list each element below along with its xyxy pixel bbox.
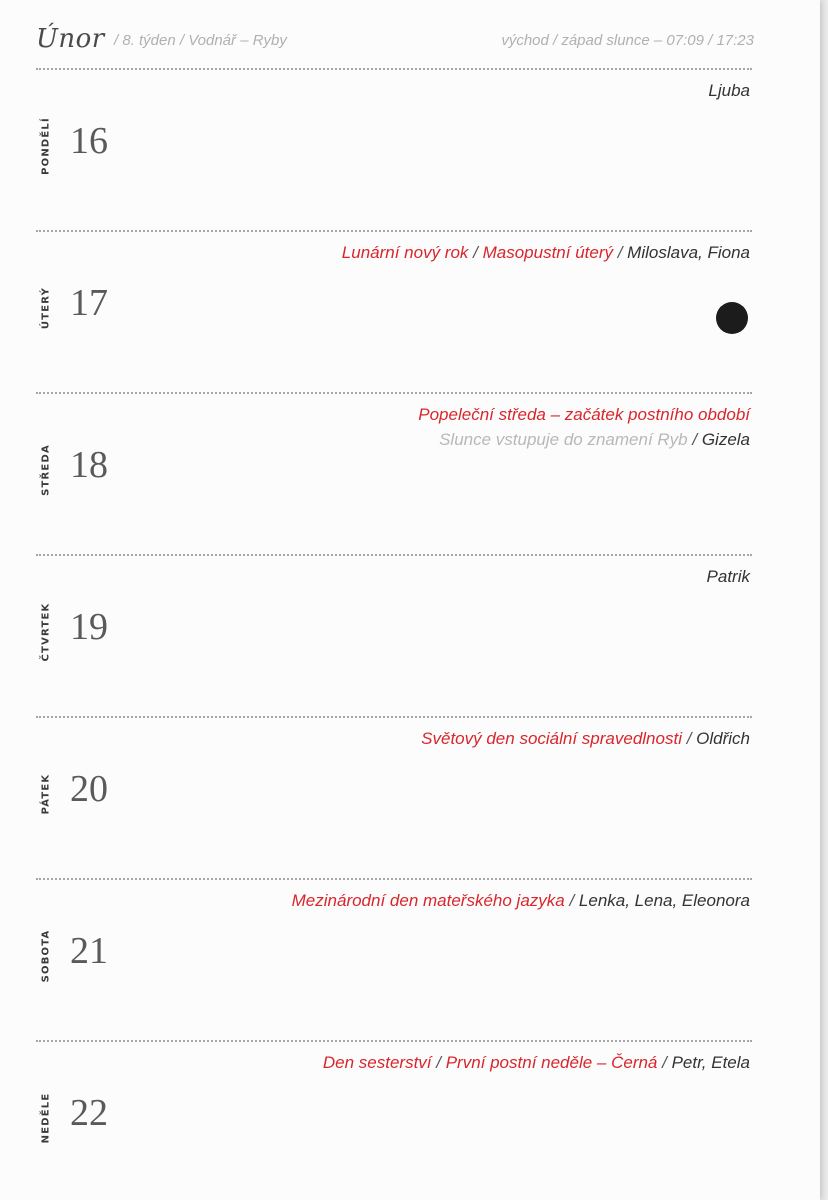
day-number: 16: [70, 120, 108, 162]
notes-line: [323, 1050, 750, 1075]
weekday-label: ČTVRTEK: [40, 602, 52, 662]
day-row[interactable]: [0, 230, 820, 392]
day-notes: [342, 240, 750, 265]
name-day: Oldřich: [696, 729, 750, 748]
day-notes: [323, 1050, 750, 1075]
day-notes: [418, 402, 750, 452]
day-row[interactable]: [0, 1040, 820, 1200]
notes-line: [707, 564, 750, 589]
holiday-event: První postní neděle – Černá: [445, 1053, 658, 1072]
day-number: 21: [70, 930, 108, 972]
new-moon-icon: [716, 302, 748, 334]
day-number: 17: [70, 282, 108, 324]
separator: /: [468, 243, 483, 262]
day-notes: [292, 888, 750, 913]
day-row[interactable]: [0, 878, 820, 1040]
holiday-event: Mezinárodní den mateřského jazyka: [291, 891, 565, 910]
day-number: 20: [70, 768, 108, 810]
notes-line: [418, 427, 750, 452]
day-row[interactable]: [0, 554, 820, 716]
sunrise-sunset-info: východ / západ slunce – 07:09 / 17:23: [501, 32, 754, 49]
day-row[interactable]: [0, 716, 820, 878]
notes-line: [708, 78, 750, 103]
notes-line: [421, 726, 750, 751]
day-number: 18: [70, 444, 108, 486]
holiday-event: Den sesterství: [322, 1053, 432, 1072]
name-day: Lenka, Lena, Eleonora: [578, 891, 750, 910]
name-day: Miloslava, Fiona: [627, 243, 750, 262]
separator: /: [613, 243, 628, 262]
name-day: Ljuba: [708, 81, 750, 100]
separator: /: [431, 1053, 446, 1072]
weekday-label: PÁTEK: [40, 773, 52, 815]
notes-line: [342, 240, 750, 265]
notes-line: [292, 888, 750, 913]
day-row[interactable]: [0, 392, 820, 554]
month-title: Únor: [36, 24, 105, 54]
page-header: [36, 24, 754, 60]
name-day: Petr, Etela: [671, 1053, 750, 1072]
day-notes: [421, 726, 750, 751]
notes-line: [418, 402, 750, 427]
week-info: / 8. týden / Vodnář – Ryby: [114, 32, 287, 49]
day-notes: [708, 78, 750, 103]
weekday-label: ÚTERÝ: [40, 286, 52, 330]
day-notes: [707, 564, 750, 589]
weekday-label: NEDĚLE: [40, 1092, 52, 1144]
day-number: 19: [70, 606, 108, 648]
separator: /: [681, 729, 697, 748]
day-number: 22: [70, 1092, 108, 1134]
day-row[interactable]: [0, 68, 820, 230]
holiday-event: Masopustní úterý: [482, 243, 613, 262]
astro-event: Slunce vstupuje do znamení Ryb: [439, 430, 688, 449]
name-day: Patrik: [706, 567, 750, 586]
name-day: Gizela: [701, 430, 750, 449]
holiday-event: Světový den sociální spravedlnosti: [421, 729, 682, 748]
separator: /: [657, 1053, 672, 1072]
holiday-event: Lunární nový rok: [341, 243, 469, 262]
holiday-event: Popeleční středa – začátek postního období: [418, 405, 750, 424]
weekday-label: PONDĚLÍ: [40, 117, 52, 175]
separator: /: [687, 430, 702, 449]
separator: /: [564, 891, 579, 910]
weekday-label: STŘEDA: [40, 444, 52, 496]
weekday-label: SOBOTA: [40, 929, 52, 983]
